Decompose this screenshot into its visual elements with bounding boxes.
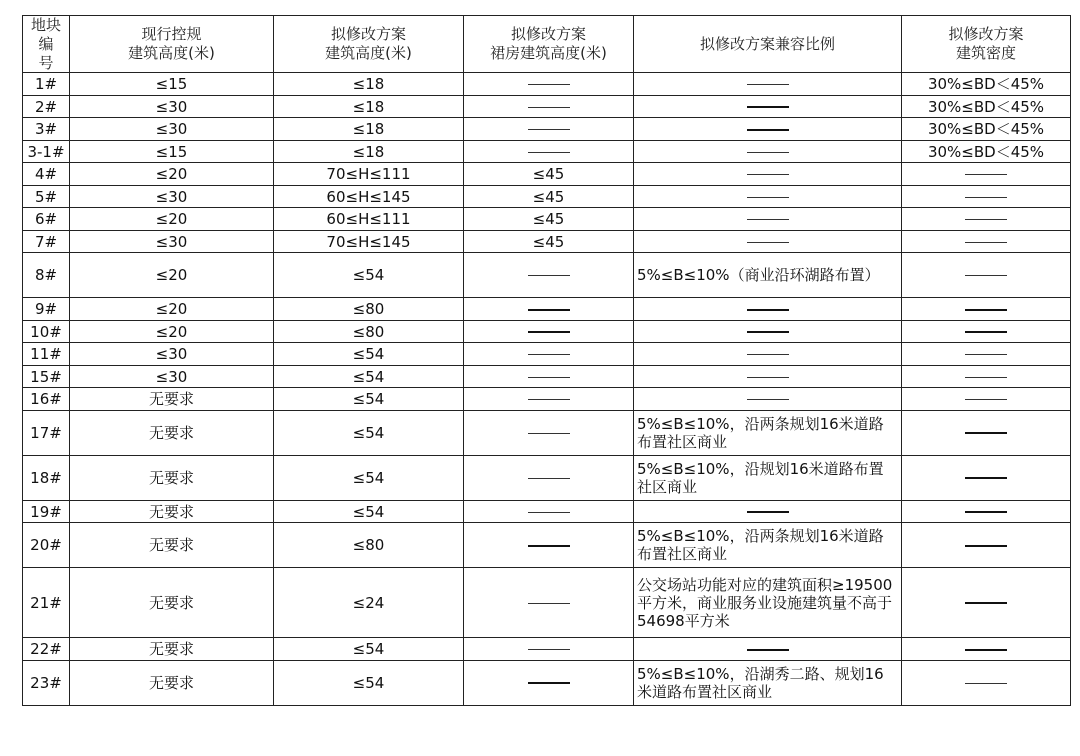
dash-mark [747, 106, 789, 108]
dash-mark [965, 331, 1007, 333]
dash-mark [965, 649, 1007, 651]
cell-compatibility-ratio [634, 163, 902, 186]
cell-current-height: ≤15 [70, 73, 274, 96]
cell-plot-number: 15# [23, 365, 70, 388]
cell-plot-number: 19# [23, 500, 70, 523]
dash-mark [528, 649, 570, 650]
cell-proposed-height: ≤18 [274, 140, 464, 163]
table-row [23, 298, 1071, 321]
cell-current-height: 无要求 [70, 638, 274, 661]
dash-mark [528, 377, 570, 378]
header-proposed-height: 拟修改方案 建筑高度(米) [274, 16, 464, 73]
cell-plot-number: 7# [23, 230, 70, 253]
cell-current-height: ≤20 [70, 253, 274, 298]
table-row [23, 410, 1071, 455]
cell-building-density: 30%≤BD＜45% [902, 118, 1071, 141]
dash-mark [965, 309, 1007, 311]
cell-podium-height [464, 320, 634, 343]
cell-proposed-height: ≤54 [274, 500, 464, 523]
dash-mark [528, 354, 570, 355]
dash-mark [965, 683, 1007, 684]
cell-compatibility-ratio: 5%≤B≤10%（商业沿环湖路布置） [634, 253, 902, 298]
cell-proposed-height: 60≤H≤111 [274, 208, 464, 231]
cell-current-height: ≤30 [70, 118, 274, 141]
cell-current-height: 无要求 [70, 455, 274, 500]
cell-podium-height [464, 500, 634, 523]
cell-current-height: 无要求 [70, 568, 274, 638]
cell-building-density [902, 298, 1071, 321]
cell-plot-number: 9# [23, 298, 70, 321]
cell-podium-height: ≤45 [464, 208, 634, 231]
cell-plot-number: 8# [23, 253, 70, 298]
cell-building-density [902, 523, 1071, 568]
cell-current-height: ≤20 [70, 298, 274, 321]
cell-building-density: 30%≤BD＜45% [902, 95, 1071, 118]
header-plot-number: 地块编 号 [23, 16, 70, 73]
cell-current-height: ≤20 [70, 320, 274, 343]
table-row [23, 253, 1071, 298]
dash-mark [965, 545, 1007, 547]
cell-plot-number: 2# [23, 95, 70, 118]
cell-compatibility-ratio [634, 298, 902, 321]
dash-mark [747, 511, 789, 513]
cell-compatibility-ratio: 公交场站功能对应的建筑面积≥19500平方米，商业服务业设施建筑量不高于54698平方米 [634, 568, 902, 638]
cell-building-density [902, 230, 1071, 253]
dash-mark [747, 354, 789, 355]
cell-podium-height [464, 140, 634, 163]
cell-podium-height [464, 73, 634, 96]
cell-plot-number: 1# [23, 73, 70, 96]
table-row [23, 455, 1071, 500]
table-row [23, 95, 1071, 118]
cell-podium-height [464, 568, 634, 638]
dash-mark [965, 275, 1007, 276]
cell-proposed-height: ≤54 [274, 638, 464, 661]
cell-building-density [902, 410, 1071, 455]
cell-plot-number: 20# [23, 523, 70, 568]
cell-compatibility-ratio [634, 140, 902, 163]
cell-compatibility-ratio [634, 500, 902, 523]
cell-compatibility-ratio [634, 343, 902, 366]
dash-mark [528, 545, 570, 547]
cell-plot-number: 10# [23, 320, 70, 343]
cell-podium-height [464, 253, 634, 298]
cell-current-height: 无要求 [70, 388, 274, 411]
table-body [23, 73, 1071, 706]
cell-podium-height [464, 365, 634, 388]
table-row [23, 185, 1071, 208]
dash-mark [747, 84, 789, 85]
cell-proposed-height: ≤18 [274, 95, 464, 118]
table-row [23, 500, 1071, 523]
cell-proposed-height: ≤54 [274, 253, 464, 298]
cell-building-density [902, 185, 1071, 208]
cell-building-density: 30%≤BD＜45% [902, 73, 1071, 96]
dash-mark [747, 152, 789, 153]
cell-proposed-height: ≤54 [274, 660, 464, 705]
dash-mark [965, 242, 1007, 243]
cell-current-height: 无要求 [70, 660, 274, 705]
dash-mark [965, 377, 1007, 378]
dash-mark [528, 478, 570, 479]
cell-current-height: ≤30 [70, 230, 274, 253]
cell-current-height: 无要求 [70, 410, 274, 455]
cell-podium-height [464, 298, 634, 321]
table-row [23, 365, 1071, 388]
cell-podium-height [464, 388, 634, 411]
dash-mark [528, 603, 570, 604]
table-row [23, 118, 1071, 141]
cell-proposed-height: ≤54 [274, 388, 464, 411]
dash-mark [528, 512, 570, 513]
dash-mark [528, 309, 570, 311]
dash-mark [528, 129, 570, 130]
dash-mark [528, 399, 570, 400]
cell-proposed-height: 60≤H≤145 [274, 185, 464, 208]
cell-compatibility-ratio [634, 388, 902, 411]
cell-proposed-height: ≤80 [274, 320, 464, 343]
dash-mark [528, 275, 570, 276]
table-header-row [23, 16, 1071, 73]
planning-revision-table [22, 15, 1071, 706]
cell-plot-number: 5# [23, 185, 70, 208]
dash-mark [965, 511, 1007, 513]
header-current-height: 现行控规 建筑高度(米) [70, 16, 274, 73]
cell-proposed-height: 70≤H≤145 [274, 230, 464, 253]
table-row [23, 230, 1071, 253]
dash-mark [747, 219, 789, 220]
dash-mark [747, 399, 789, 400]
dash-mark [528, 152, 570, 153]
dash-mark [747, 129, 789, 131]
cell-current-height: ≤30 [70, 365, 274, 388]
cell-building-density [902, 365, 1071, 388]
cell-building-density [902, 163, 1071, 186]
cell-proposed-height: 70≤H≤111 [274, 163, 464, 186]
dash-mark [747, 309, 789, 311]
table-row [23, 638, 1071, 661]
cell-proposed-height: ≤80 [274, 523, 464, 568]
dash-mark [965, 219, 1007, 220]
cell-plot-number: 22# [23, 638, 70, 661]
table-row [23, 343, 1071, 366]
cell-plot-number: 3# [23, 118, 70, 141]
dash-mark [528, 84, 570, 85]
cell-podium-height [464, 638, 634, 661]
cell-proposed-height: ≤24 [274, 568, 464, 638]
cell-proposed-height: ≤54 [274, 343, 464, 366]
table-row [23, 140, 1071, 163]
cell-compatibility-ratio: 5%≤B≤10%，沿湖秀二路、规划16米道路布置社区商业 [634, 660, 902, 705]
cell-plot-number: 17# [23, 410, 70, 455]
cell-proposed-height: ≤54 [274, 455, 464, 500]
cell-podium-height: ≤45 [464, 230, 634, 253]
cell-compatibility-ratio [634, 365, 902, 388]
dash-mark [528, 331, 570, 333]
cell-current-height: ≤20 [70, 163, 274, 186]
table-row [23, 163, 1071, 186]
cell-proposed-height: ≤80 [274, 298, 464, 321]
cell-building-density [902, 388, 1071, 411]
dash-mark [965, 477, 1007, 479]
dash-mark [747, 377, 789, 378]
dash-mark [528, 682, 570, 684]
cell-podium-height [464, 410, 634, 455]
table-row [23, 660, 1071, 705]
cell-compatibility-ratio: 5%≤B≤10%，沿规划16米道路布置社区商业 [634, 455, 902, 500]
cell-building-density [902, 208, 1071, 231]
cell-current-height: ≤20 [70, 208, 274, 231]
cell-podium-height [464, 523, 634, 568]
dash-mark [528, 433, 570, 434]
cell-podium-height [464, 455, 634, 500]
cell-current-height: ≤15 [70, 140, 274, 163]
cell-building-density [902, 320, 1071, 343]
dash-mark [528, 107, 570, 108]
cell-compatibility-ratio [634, 208, 902, 231]
table-row [23, 73, 1071, 96]
cell-podium-height: ≤45 [464, 185, 634, 208]
cell-compatibility-ratio [634, 320, 902, 343]
cell-plot-number: 18# [23, 455, 70, 500]
header-podium-height: 拟修改方案 裙房建筑高度(米) [464, 16, 634, 73]
dash-mark [965, 399, 1007, 400]
cell-podium-height [464, 343, 634, 366]
dash-mark [747, 197, 789, 198]
header-building-density: 拟修改方案 建筑密度 [902, 16, 1071, 73]
cell-compatibility-ratio [634, 230, 902, 253]
table-row [23, 208, 1071, 231]
cell-podium-height [464, 95, 634, 118]
cell-podium-height [464, 660, 634, 705]
cell-building-density [902, 253, 1071, 298]
cell-compatibility-ratio: 5%≤B≤10%，沿两条规划16米道路布置社区商业 [634, 410, 902, 455]
dash-mark [965, 432, 1007, 434]
cell-building-density [902, 500, 1071, 523]
table-row [23, 568, 1071, 638]
cell-building-density [902, 343, 1071, 366]
cell-compatibility-ratio [634, 638, 902, 661]
cell-podium-height [464, 118, 634, 141]
dash-mark [747, 331, 789, 333]
cell-current-height: ≤30 [70, 95, 274, 118]
table-row [23, 320, 1071, 343]
cell-current-height: 无要求 [70, 500, 274, 523]
cell-building-density: 30%≤BD＜45% [902, 140, 1071, 163]
cell-compatibility-ratio [634, 185, 902, 208]
cell-current-height: ≤30 [70, 343, 274, 366]
dash-mark [965, 602, 1007, 604]
cell-plot-number: 16# [23, 388, 70, 411]
cell-building-density [902, 638, 1071, 661]
dash-mark [747, 242, 789, 243]
cell-compatibility-ratio [634, 118, 902, 141]
cell-proposed-height: ≤18 [274, 73, 464, 96]
cell-building-density [902, 660, 1071, 705]
header-compatibility-ratio: 拟修改方案兼容比例 [634, 16, 902, 73]
cell-proposed-height: ≤54 [274, 365, 464, 388]
cell-plot-number: 3-1# [23, 140, 70, 163]
cell-plot-number: 4# [23, 163, 70, 186]
cell-plot-number: 23# [23, 660, 70, 705]
cell-compatibility-ratio: 5%≤B≤10%，沿两条规划16米道路布置社区商业 [634, 523, 902, 568]
cell-podium-height: ≤45 [464, 163, 634, 186]
cell-proposed-height: ≤54 [274, 410, 464, 455]
cell-building-density [902, 455, 1071, 500]
cell-current-height: ≤30 [70, 185, 274, 208]
table-row [23, 523, 1071, 568]
table-row [23, 388, 1071, 411]
dash-mark [747, 174, 789, 175]
cell-plot-number: 11# [23, 343, 70, 366]
cell-building-density [902, 568, 1071, 638]
dash-mark [965, 174, 1007, 175]
dash-mark [965, 354, 1007, 355]
cell-plot-number: 6# [23, 208, 70, 231]
dash-mark [747, 649, 789, 651]
cell-plot-number: 21# [23, 568, 70, 638]
cell-compatibility-ratio [634, 73, 902, 96]
cell-current-height: 无要求 [70, 523, 274, 568]
cell-proposed-height: ≤18 [274, 118, 464, 141]
dash-mark [965, 197, 1007, 198]
cell-compatibility-ratio [634, 95, 902, 118]
